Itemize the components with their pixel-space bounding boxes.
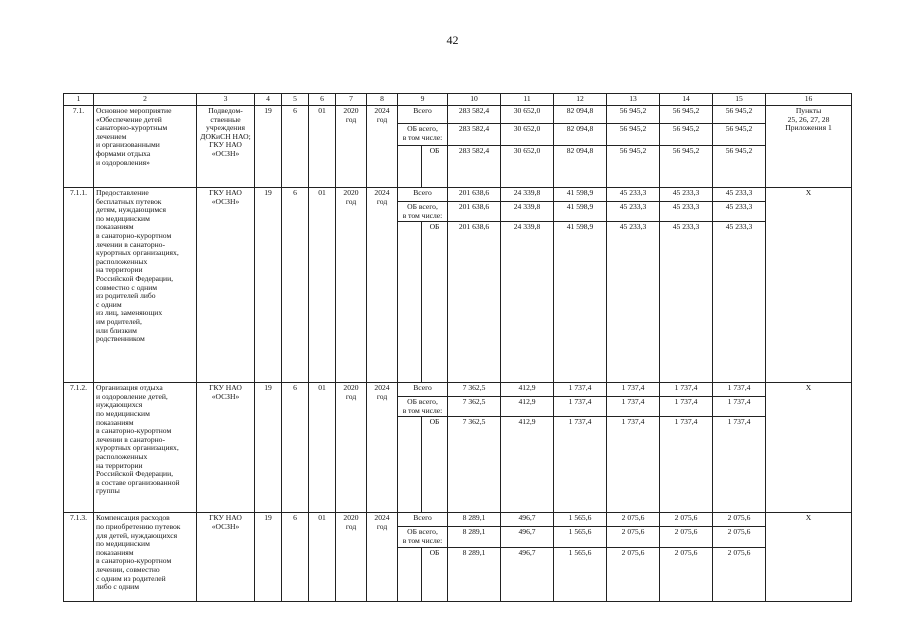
funding-value: 45 233,3	[713, 188, 766, 202]
funding-value: 45 233,3	[660, 222, 713, 383]
funding-value: 2 075,6	[660, 547, 713, 601]
funding-value: 45 233,3	[607, 202, 660, 222]
source-ob: ОБ	[422, 146, 448, 188]
code-cell: 01	[309, 513, 336, 601]
funding-value: 24 339,8	[501, 202, 554, 222]
funding-value: 30 652,0	[501, 146, 554, 188]
funding-value: 496,7	[501, 513, 554, 527]
funding-value: 82 094,8	[554, 106, 607, 124]
code-cell: 6	[282, 383, 309, 513]
funding-value: 45 233,3	[713, 202, 766, 222]
code-cell: 01	[309, 188, 336, 383]
item-name: Предоставление бесплатных путевок детям, нуждающимся по медицинским показаниям в санаторно-курортном лечении в санаторно- курортных организациях, расположенных на территории Российской Федерации, совместно с одним из родителей либо с одним из лиц, заменяющих им родителей, или близким родственником	[94, 188, 197, 383]
funding-value: 412,9	[501, 417, 554, 513]
code-cell: 19	[255, 106, 282, 188]
source-total: Всего	[398, 188, 448, 202]
funding-value: 2 075,6	[607, 527, 660, 547]
funding-value: 41 598,9	[554, 188, 607, 202]
funding-value: 201 638,6	[448, 188, 501, 202]
item-number: 7.1.2.	[64, 383, 94, 513]
funding-value: 82 094,8	[554, 146, 607, 188]
column-number-11: 11	[501, 94, 554, 106]
funding-value: 8 289,1	[448, 547, 501, 601]
column-number-10: 10	[448, 94, 501, 106]
funding-value: 2 075,6	[607, 513, 660, 527]
funding-value: 30 652,0	[501, 106, 554, 124]
item-name: Основное мероприятие «Обеспечение детей санаторно-курортным лечением и организованными формами отдыха и оздоровления»	[94, 106, 197, 188]
start-year: 2020 год	[336, 106, 367, 188]
header-row	[64, 94, 852, 106]
funding-value: 45 233,3	[660, 188, 713, 202]
start-year: 2020 год	[336, 383, 367, 513]
code-cell: 01	[309, 383, 336, 513]
funding-value: 201 638,6	[448, 202, 501, 222]
column-number-9: 9	[398, 94, 448, 106]
funding-value: 496,7	[501, 547, 554, 601]
source-indent	[398, 222, 422, 383]
funding-value: 56 945,2	[660, 106, 713, 124]
column-number-16: 16	[766, 94, 852, 106]
code-cell: 6	[282, 106, 309, 188]
funding-value: 1 737,4	[554, 417, 607, 513]
funding-value: 56 945,2	[713, 106, 766, 124]
item-executor: ГКУ НАО «ОСЗН»	[197, 513, 255, 601]
start-year: 2020 год	[336, 188, 367, 383]
funding-value: 412,9	[501, 383, 554, 397]
funding-value: 45 233,3	[713, 222, 766, 383]
source-indent	[398, 547, 422, 601]
funding-value: 2 075,6	[607, 547, 660, 601]
funding-value: 201 638,6	[448, 222, 501, 383]
column-number-3: 3	[197, 94, 255, 106]
column-number-5: 5	[282, 94, 309, 106]
item-number: 7.1.	[64, 106, 94, 188]
funding-value: 41 598,9	[554, 202, 607, 222]
source-total: Всего	[398, 383, 448, 397]
funding-value: 45 233,3	[607, 222, 660, 383]
item-executor: ГКУ НАО «ОСЗН»	[197, 188, 255, 383]
funding-value: 45 233,3	[660, 202, 713, 222]
funding-value: 1 737,4	[660, 383, 713, 397]
funding-value: 496,7	[501, 527, 554, 547]
funding-value: 7 362,5	[448, 383, 501, 397]
source-including: ОБ всего, в том числе:	[398, 397, 448, 417]
program-table	[63, 93, 852, 602]
funding-value: 8 289,1	[448, 527, 501, 547]
table-row	[64, 383, 852, 397]
funding-value: 1 565,6	[554, 527, 607, 547]
source-including: ОБ всего, в том числе:	[398, 527, 448, 547]
column-number-8: 8	[367, 94, 398, 106]
end-year: 2024 год	[367, 513, 398, 601]
column-number-13: 13	[607, 94, 660, 106]
funding-value: 412,9	[501, 397, 554, 417]
code-cell: 6	[282, 188, 309, 383]
table-row	[64, 106, 852, 124]
funding-value: 1 737,4	[660, 417, 713, 513]
column-number-7: 7	[336, 94, 367, 106]
funding-value: 7 362,5	[448, 397, 501, 417]
code-cell: 01	[309, 106, 336, 188]
funding-value: 56 945,2	[660, 124, 713, 146]
column-number-12: 12	[554, 94, 607, 106]
funding-value: 1 565,6	[554, 547, 607, 601]
funding-value: 1 737,4	[660, 397, 713, 417]
item-number: 7.1.3.	[64, 513, 94, 601]
code-cell: 6	[282, 513, 309, 601]
column-number-14: 14	[660, 94, 713, 106]
table-row	[64, 513, 852, 527]
page-number: 42	[446, 33, 459, 47]
funding-value: 1 737,4	[713, 383, 766, 397]
column-number-6: 6	[309, 94, 336, 106]
source-indent	[398, 417, 422, 513]
funding-value: 1 737,4	[607, 397, 660, 417]
funding-value: 2 075,6	[713, 527, 766, 547]
source-total: Всего	[398, 513, 448, 527]
funding-value: 24 339,8	[501, 188, 554, 202]
table-row	[64, 188, 852, 202]
funding-value: 56 945,2	[607, 124, 660, 146]
funding-value: 1 737,4	[554, 383, 607, 397]
funding-value: 2 075,6	[713, 513, 766, 527]
item-executor: Подведом- ственные учреждения ДОКиСН НАО; ГКУ НАО «ОСЗН»	[197, 106, 255, 188]
start-year: 2020 год	[336, 513, 367, 601]
item-note: Пункты 25, 26, 27, 28 Приложения 1	[766, 106, 852, 188]
funding-value: 56 945,2	[713, 146, 766, 188]
item-name: Организация отдыха и оздоровление детей, нуждающихся по медицинским показаниям в санаторно-курортном лечении в санаторно- курортных организациях, расположенных на территории Российской Федерации, в составе организованной группы	[94, 383, 197, 513]
column-number-4: 4	[255, 94, 282, 106]
end-year: 2024 год	[367, 106, 398, 188]
column-number-1: 1	[64, 94, 94, 106]
funding-value: 283 582,4	[448, 146, 501, 188]
column-number-2: 2	[94, 94, 197, 106]
funding-value: 1 737,4	[607, 383, 660, 397]
item-number: 7.1.1.	[64, 188, 94, 383]
source-including: ОБ всего, в том числе:	[398, 202, 448, 222]
funding-value: 1 565,6	[554, 513, 607, 527]
funding-value: 56 945,2	[660, 146, 713, 188]
funding-value: 283 582,4	[448, 106, 501, 124]
source-total: Всего	[398, 106, 448, 124]
source-indent	[398, 146, 422, 188]
source-ob: ОБ	[422, 417, 448, 513]
item-executor: ГКУ НАО «ОСЗН»	[197, 383, 255, 513]
code-cell: 19	[255, 188, 282, 383]
funding-value: 56 945,2	[607, 146, 660, 188]
funding-value: 41 598,9	[554, 222, 607, 383]
funding-value: 56 945,2	[607, 106, 660, 124]
source-ob: ОБ	[422, 222, 448, 383]
funding-value: 7 362,5	[448, 417, 501, 513]
source-ob: ОБ	[422, 547, 448, 601]
item-note: Х	[766, 513, 852, 601]
funding-value: 2 075,6	[713, 547, 766, 601]
funding-value: 1 737,4	[607, 417, 660, 513]
code-cell: 19	[255, 383, 282, 513]
funding-value: 2 075,6	[660, 527, 713, 547]
funding-value: 1 737,4	[554, 397, 607, 417]
item-name: Компенсация расходов по приобретению путевок для детей, нуждающихся по медицинским показаниям в санаторно-курортном лечении, совместно с одним из родителей либо с одним	[94, 513, 197, 601]
code-cell: 19	[255, 513, 282, 601]
funding-value: 56 945,2	[713, 124, 766, 146]
item-note: Х	[766, 383, 852, 513]
item-note: Х	[766, 188, 852, 383]
funding-value: 82 094,8	[554, 124, 607, 146]
end-year: 2024 год	[367, 383, 398, 513]
funding-value: 30 652,0	[501, 124, 554, 146]
funding-value: 45 233,3	[607, 188, 660, 202]
end-year: 2024 год	[367, 188, 398, 383]
funding-value: 24 339,8	[501, 222, 554, 383]
funding-value: 2 075,6	[660, 513, 713, 527]
column-number-15: 15	[713, 94, 766, 106]
source-including: ОБ всего, в том числе:	[398, 124, 448, 146]
funding-value: 283 582,4	[448, 124, 501, 146]
funding-value: 8 289,1	[448, 513, 501, 527]
funding-value: 1 737,4	[713, 417, 766, 513]
funding-value: 1 737,4	[713, 397, 766, 417]
